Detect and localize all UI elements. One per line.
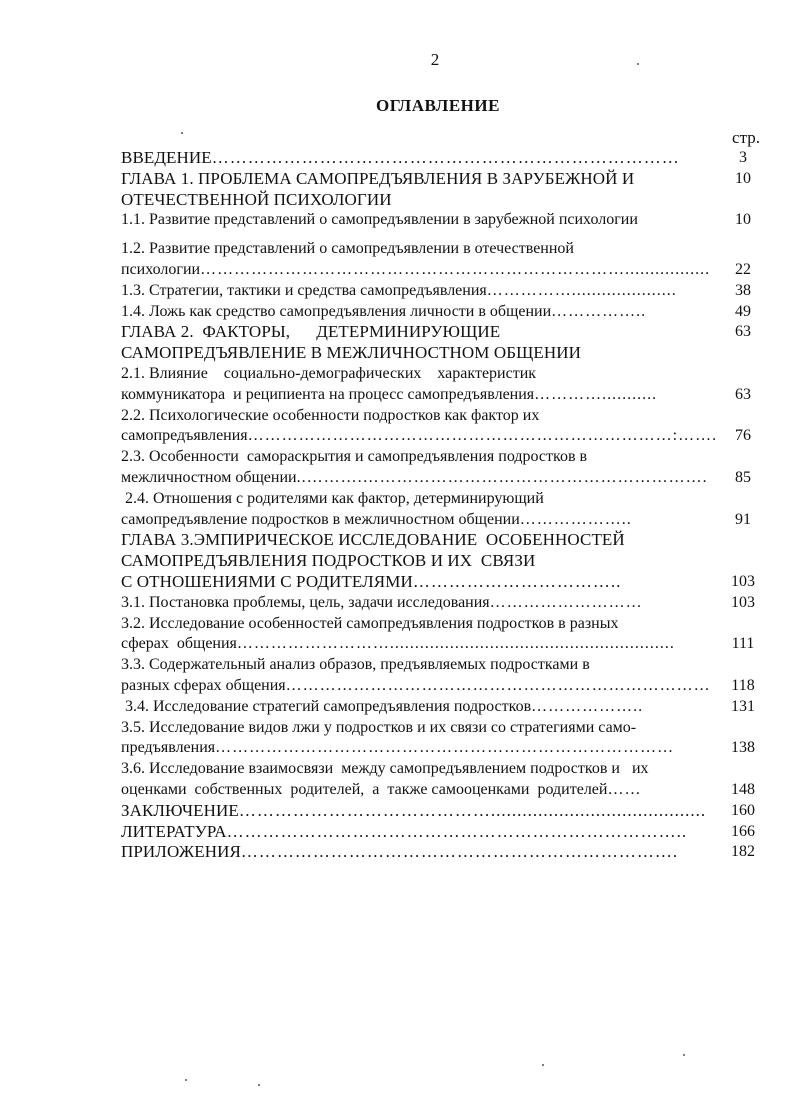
toc-page-number: 76 (735, 427, 751, 445)
toc-entry-line: 3.4. Исследование стратегий самопредъявления подростков……………….. (121, 697, 644, 715)
toc-leader-dots: ……………..................... (486, 281, 677, 299)
toc-page-number: 38 (735, 281, 751, 299)
toc-entry (121, 364, 763, 406)
toc-page-number: 22 (735, 260, 751, 278)
scan-speck (542, 1064, 544, 1066)
toc-entry-line: САМОПРЕДЪЯВЛЕНИЕ В МЕЖЛИЧНОСТНОМ ОБЩЕНИИ (121, 343, 581, 363)
toc-page-number: 103 (731, 572, 755, 590)
toc-entry-line: 3.2. Исследование особенностей самопредъявления подростков в разных (121, 614, 619, 632)
toc-entry (121, 210, 763, 231)
toc-page-number: 49 (735, 302, 751, 320)
toc-entry (121, 489, 763, 531)
toc-page-number: 182 (731, 843, 755, 861)
toc-entry-line: предъявления……………………………………………………………………… (121, 739, 675, 757)
toc-entry-title (121, 169, 721, 211)
toc-page-number: 166 (731, 822, 755, 840)
toc-page-number: 3 (739, 149, 747, 166)
toc-leader-dots: …………........... (534, 385, 658, 403)
toc-leader-dots: …… (607, 780, 642, 798)
toc-entry-line: 1.2. Развитие представлений о самопредъявлении в отечественной (121, 240, 574, 258)
toc-leader-dots: ………………………………………………………………… (285, 676, 711, 694)
toc-entry (121, 302, 763, 323)
toc-entry-title (121, 148, 721, 169)
toc-entry (121, 801, 763, 822)
toc-page-number: 148 (731, 780, 755, 798)
toc-entry-line: самопредъявления…………………………………………………………………:……. (121, 427, 718, 445)
toc-leader-dots: …………………………………………………………………:……. (247, 427, 718, 445)
toc-entry-line: САМОПРЕДЪЯВЛЕНИЯ ПОДРОСТКОВ И ИХ СВЯЗИ (121, 551, 536, 571)
toc-entry-title (121, 655, 721, 697)
toc-leader-dots: ………………………......................................................... (236, 635, 675, 653)
toc-entry (121, 322, 763, 364)
toc-entry-title (121, 759, 721, 801)
toc-entry (121, 593, 763, 614)
page-column-header: стр. (732, 128, 760, 147)
page-title: ОГЛАВЛЕНИЕ (376, 96, 500, 115)
toc-page-number: 63 (735, 323, 751, 341)
toc-entry (121, 406, 763, 448)
toc-entry-line: 2.3. Особенности самораскрытия и самопредъявления подростков в (121, 448, 588, 466)
toc-entry-title (121, 530, 721, 592)
toc-entry (121, 281, 763, 302)
toc-entry-line: 1.4. Ложь как средство самопредъявления личности в общении…………….. (121, 302, 647, 320)
toc-page-number: 131 (731, 697, 755, 715)
toc-entry (121, 822, 763, 843)
toc-leader-dots: …………………………………………………………………................. (200, 260, 711, 278)
toc-entry (121, 842, 763, 863)
toc-entry-title (121, 281, 721, 302)
toc-entry-line: 3.5. Исследование видов лжи у подростков и их связи со стратегиями само- (121, 718, 637, 736)
toc-entry-line: ОТЕЧЕСТВЕННОЙ ПСИХОЛОГИИ (121, 189, 392, 209)
toc-leader-dots: …………………………………………………………………… (211, 148, 680, 167)
toc-page-number: 91 (735, 510, 751, 528)
toc-entry-title (121, 801, 721, 822)
toc-leader-dots: ……………….. (519, 510, 632, 528)
toc-entry-title (121, 822, 721, 843)
toc-entry-line: психологии…………………………………………………………………................. (121, 260, 711, 278)
scan-speck (683, 1054, 685, 1056)
toc-page-number: 118 (731, 676, 755, 694)
toc-leader-dots: ………………………………………………………………. (240, 842, 679, 862)
toc-leader-dots: ……………….. (531, 697, 644, 715)
toc-entry-title (121, 239, 721, 281)
toc-entry-title (121, 593, 721, 614)
toc-leader-dots: …………………………….. (412, 571, 622, 591)
toc-page-number: 10 (735, 211, 751, 229)
scan-speck (185, 1079, 187, 1081)
toc-entry-line: 3.6. Исследование взаимосвязи между самопредъявлением подростков и их (121, 760, 649, 778)
toc-entry-title (121, 718, 721, 760)
toc-entry-title (121, 614, 721, 656)
toc-entry (121, 655, 763, 697)
toc-page-number: 160 (731, 801, 755, 819)
toc-entry-line: С ОТНОШЕНИЯМИ С РОДИТЕЛЯМИ…………………………….. (121, 571, 622, 591)
toc-entry-line: 3.1. Постановка проблемы, цель, задачи исследования……………………… (121, 593, 643, 611)
toc-entry-line: ГЛАВА 2. ФАКТОРЫ, ДЕТЕРМИНИРУЮЩИЕ (121, 322, 501, 342)
toc-entry-line: оценками собственных родителей, а также самооценками родителей…… (121, 780, 642, 798)
toc-entry-line: 2.4. Отношения с родителями как фактор, детерминирующий (121, 489, 544, 507)
toc-entry (121, 530, 763, 592)
scan-speck (258, 1084, 260, 1086)
toc-entry (121, 239, 763, 281)
toc-entry (121, 697, 763, 718)
toc-page-number: 10 (735, 169, 751, 187)
toc-entry-title (121, 697, 721, 718)
toc-leader-dots: ……………………………………………………………………… (215, 739, 675, 757)
toc-entry-line: разных сферах общения………………………………………………………………… (121, 676, 711, 694)
scan-speck (637, 63, 639, 65)
toc-entry-line: 1.3. Стратегии, тактики и средства самопредъявления……………..................... (121, 281, 677, 299)
toc-entry (121, 718, 763, 760)
toc-page-number: 103 (731, 593, 755, 611)
toc-entry (121, 447, 763, 489)
toc-entry-line: самопредъявление подростков в межличностном общении……………….. (121, 510, 632, 528)
toc-entry-title (121, 447, 721, 489)
toc-leader-dots: ……………………… (489, 593, 643, 611)
toc-entry-line: ВВЕДЕНИЕ…………………………………………………………………… (121, 148, 680, 167)
toc-entry-line: 2.1. Влияние социально-демографических характеристик (121, 364, 537, 382)
toc-entry-line: межличностном общении..……….……………………………………………………. (121, 468, 708, 486)
toc-entry-title (121, 210, 721, 231)
toc-entry-title (121, 302, 721, 323)
toc-entry-title (121, 489, 721, 531)
toc-entry-title (121, 842, 721, 863)
toc-leader-dots: ……………………………………......................................... (238, 800, 707, 820)
toc-leader-dots: ..……….……………………………………………………. (296, 468, 708, 486)
toc-entry-title (121, 364, 721, 406)
toc-page-number: 111 (731, 635, 755, 653)
toc-entry-line: ЛИТЕРАТУРА………………………………………………………………….. (121, 821, 688, 841)
toc-page-number: 85 (735, 468, 751, 486)
toc-entry-title (121, 406, 721, 448)
toc-page-number: 63 (735, 385, 751, 403)
toc-entry-line: коммуникатора и реципиента на процесс самопредъявления…………........... (121, 385, 658, 403)
toc-entry (121, 169, 763, 211)
toc-entry-line: ПРИЛОЖЕНИЯ………………………………………………………………. (121, 842, 679, 862)
toc-entry-line: 1.1. Развитие представлений о самопредъявлении в зарубежной психологии (121, 211, 638, 229)
toc-entry-line: 2.2. Психологические особенности подростков как фактор их (121, 406, 540, 424)
toc-entry-line: ГЛАВА 3.ЭМПИРИЧЕСКОЕ ИССЛЕДОВАНИЕ ОСОБЕННОСТЕЙ (121, 530, 625, 550)
toc-entry-line: сферах общения………………………......................................................... (121, 635, 675, 653)
toc-leader-dots: …………….. (551, 302, 647, 320)
scan-speck (181, 132, 183, 134)
toc-entry-title (121, 322, 721, 364)
toc-entry-line: ЗАКЛЮЧЕНИЕ……………………………………......................................... (121, 800, 707, 820)
toc-entry (121, 148, 763, 169)
toc-entry-line: 3.3. Содержательный анализ образов, предъявляемых подростками в (121, 656, 590, 674)
table-of-contents (121, 148, 763, 863)
toc-entry (121, 759, 763, 801)
toc-entry-line: ГЛАВА 1. ПРОБЛЕМА САМОПРЕДЪЯВЛЕНИЯ В ЗАРУБЕЖНОЙ И (121, 168, 635, 188)
page-number: 2 (430, 50, 440, 69)
toc-entry (121, 614, 763, 656)
toc-leader-dots: ………………………………………………………………….. (226, 821, 688, 841)
toc-page-number: 138 (731, 739, 755, 757)
